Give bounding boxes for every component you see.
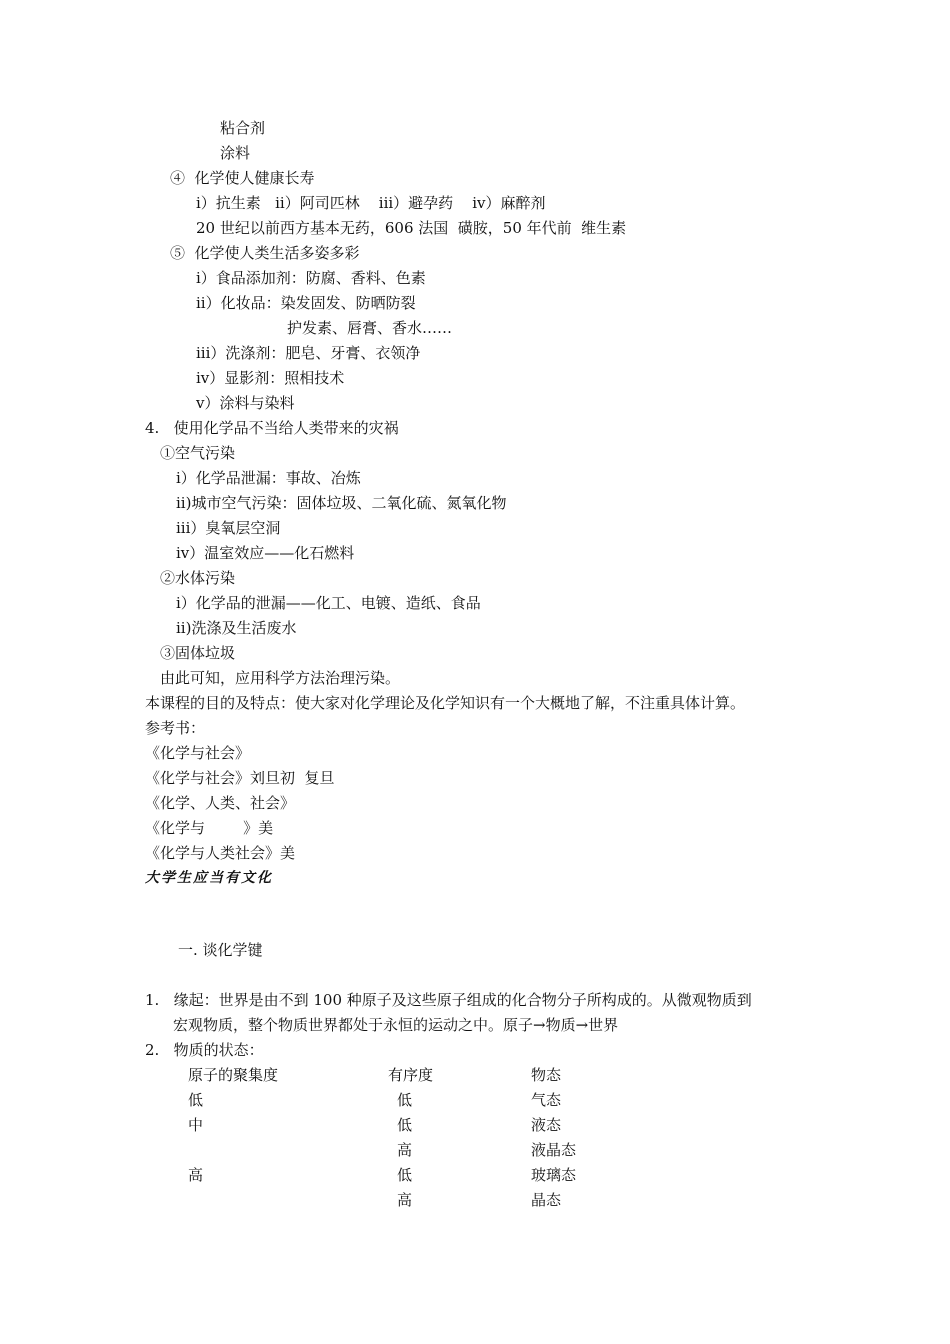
text-line: iii）臭氧层空洞 — [176, 519, 281, 537]
text-line: 涂料 — [220, 144, 251, 162]
table-cell: 液态 — [531, 1116, 562, 1134]
table-cell: 低 — [397, 1091, 413, 1109]
text-line: iii）洗涤剂：肥皂、牙膏、衣领净 — [196, 344, 421, 362]
text-line: 参考书： — [145, 719, 206, 737]
table-cell: 玻璃态 — [531, 1166, 577, 1184]
table-cell: 高 — [188, 1166, 204, 1184]
table-header: 原子的聚集度 — [188, 1066, 279, 1084]
table-cell: 晶态 — [531, 1191, 562, 1209]
table-cell: 高 — [397, 1191, 413, 1209]
table-cell: 低 — [188, 1091, 204, 1109]
text-line: 2. 物质的状态： — [145, 1041, 264, 1059]
text-line: 粘合剂 — [220, 119, 266, 137]
text-line: i）食品添加剂：防腐、香料、色素 — [196, 269, 426, 287]
table-cell: 高 — [397, 1141, 413, 1159]
text-line: ii）化妆品：染发固发、防晒防裂 — [196, 294, 416, 312]
text-line: iv）温室效应——化石燃料 — [176, 544, 355, 562]
section-heading: 4. 使用化学品不当给人类带来的灾祸 — [145, 419, 399, 437]
subsection-heading: ③固体垃圾 — [160, 644, 236, 662]
text-line: ii)洗涤及生活废水 — [176, 619, 297, 637]
book-title: 《化学与社会》刘旦初 复旦 — [145, 769, 335, 787]
text-line: 20 世纪以前西方基本无药，606 法国 磺胺，50 年代前 维生素 — [196, 219, 627, 237]
book-title: 《化学、人类、社会》 — [145, 794, 296, 812]
text-line: i）化学品的泄漏——化工、电镀、造纸、食品 — [176, 594, 481, 612]
section-heading: ④ 化学使人健康长寿 — [170, 169, 315, 187]
text-line: iv）显影剂：照相技术 — [196, 369, 345, 387]
table-cell: 低 — [397, 1116, 413, 1134]
book-title: 《化学与人类社会》美 — [145, 844, 296, 862]
table-cell: 中 — [188, 1116, 204, 1134]
table-cell: 低 — [397, 1166, 413, 1184]
table-header: 物态 — [531, 1066, 562, 1084]
text-line: 宏观物质，整个物质世界都处于永恒的运动之中。原子→物质→世界 — [173, 1016, 619, 1034]
subsection-heading: ①空气污染 — [160, 444, 236, 462]
table-cell: 气态 — [531, 1091, 562, 1109]
table-header: 有序度 — [388, 1066, 434, 1084]
text-line: v）涂料与染料 — [196, 394, 295, 412]
book-title: 《化学与社会》 — [145, 744, 251, 762]
text-line: 护发素、唇膏、香水…… — [287, 319, 453, 337]
section-heading: ⑤ 化学使人类生活多姿多彩 — [170, 244, 360, 262]
subsection-heading: ②水体污染 — [160, 569, 236, 587]
chapter-title: 大学生应当有文化 — [145, 870, 273, 886]
text-line: 本课程的目的及特点：使大家对化学理论及化学知识有一个大概地了解，不注重具体计算。 — [145, 694, 746, 712]
text-line: i）抗生素 ii）阿司匹林 iii）避孕药 iv）麻醉剂 — [196, 194, 546, 212]
text-line: 1. 缘起：世界是由不到 100 种原子及这些原子组成的化合物分子所构成的。从微观物质到 — [145, 991, 752, 1009]
text-line: 由此可知，应用科学方法治理污染。 — [160, 669, 401, 687]
section-heading: 一. 谈化学键 — [178, 941, 263, 959]
table-cell: 液晶态 — [531, 1141, 577, 1159]
book-title: 《化学与 》美 — [145, 819, 274, 837]
text-line: ii)城市空气污染：固体垃圾、二氧化硫、氮氧化物 — [176, 494, 507, 512]
text-line: i）化学品泄漏：事故、冶炼 — [176, 469, 361, 487]
